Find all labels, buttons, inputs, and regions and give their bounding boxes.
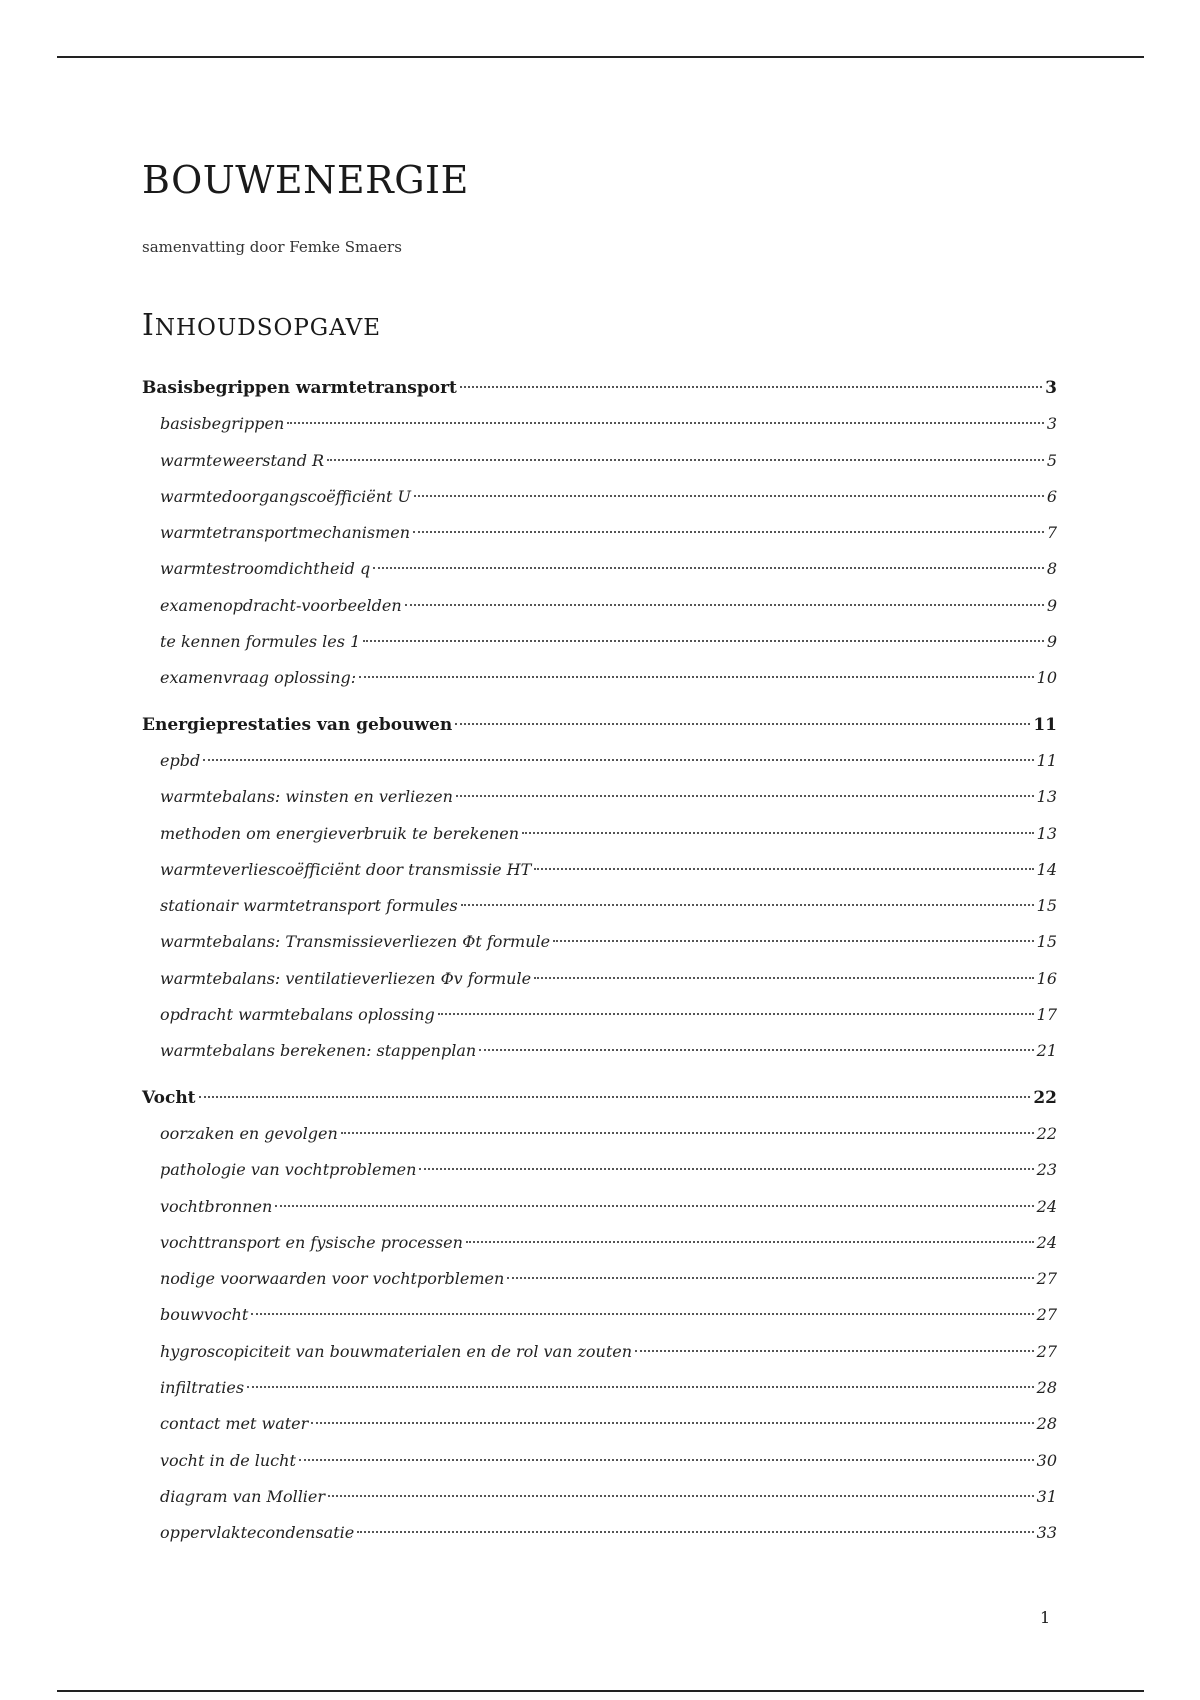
toc-subsection-entry-page: 24 bbox=[1036, 1232, 1057, 1252]
dot-leader bbox=[553, 940, 1034, 942]
toc-section bbox=[142, 370, 1057, 697]
toc-subsection-entry-title: epbd bbox=[160, 750, 201, 770]
dot-leader bbox=[275, 1205, 1033, 1207]
dot-leader bbox=[299, 1459, 1034, 1461]
toc-subsection-entry[interactable] bbox=[142, 1406, 1057, 1442]
toc-subsection-entry-title: warmtebalans: winsten en verliezen bbox=[160, 787, 453, 807]
toc-subsection-entry-title: contact met water bbox=[160, 1414, 309, 1434]
toc-subsection-entry-page: 13 bbox=[1036, 823, 1057, 843]
toc-section bbox=[142, 707, 1057, 1070]
toc-subsection-entry[interactable] bbox=[142, 1297, 1057, 1333]
toc-subsection-entry[interactable] bbox=[142, 515, 1057, 551]
toc-subsection-entry[interactable] bbox=[142, 1334, 1057, 1370]
dot-leader bbox=[373, 567, 1044, 569]
toc-subsection-entry[interactable] bbox=[142, 588, 1057, 624]
toc-subsection-entry[interactable] bbox=[142, 660, 1057, 696]
toc-chapter-entry-title: Vocht bbox=[142, 1087, 196, 1108]
toc-subsection-entry-title: vochtbronnen bbox=[160, 1196, 273, 1216]
toc-subsection-entry-title: vocht in de lucht bbox=[160, 1450, 296, 1470]
toc-subsection-entry[interactable] bbox=[142, 816, 1057, 852]
toc-subsection-entry[interactable] bbox=[142, 1189, 1057, 1225]
toc-chapter-entry[interactable] bbox=[142, 370, 1057, 406]
toc-chapter-entry-title: Basisbegrippen warmtetransport bbox=[142, 378, 457, 398]
toc-subsection-entry-title: basisbegrippen bbox=[160, 414, 285, 434]
document-subtitle: samenvatting door Femke Smaers bbox=[142, 238, 402, 256]
toc-subsection-entry-page: 23 bbox=[1036, 1160, 1057, 1180]
top-rule bbox=[57, 56, 1144, 58]
dot-leader bbox=[456, 795, 1034, 797]
dot-leader bbox=[461, 904, 1034, 906]
toc-subsection-entry[interactable] bbox=[142, 888, 1057, 924]
dot-leader bbox=[635, 1350, 1034, 1352]
toc-subsection-entry[interactable] bbox=[142, 443, 1057, 479]
toc-subsection-entry-title: warmtebalans berekenen: stappenplan bbox=[160, 1041, 477, 1061]
toc-subsection-entry[interactable] bbox=[142, 1370, 1057, 1406]
dot-leader bbox=[419, 1168, 1033, 1170]
toc-subsection-entry-page: 16 bbox=[1036, 968, 1057, 988]
dot-leader bbox=[466, 1241, 1034, 1243]
toc-subsection-entry-title: warmtebalans: Transmissieverliezen Φt formule bbox=[160, 932, 551, 952]
toc-chapter-entry-title: Energieprestaties van gebouwen bbox=[142, 714, 453, 735]
toc-subsection-entry-page: 9 bbox=[1046, 595, 1057, 615]
dot-leader bbox=[328, 1495, 1034, 1497]
toc-subsection-entry-page: 33 bbox=[1036, 1523, 1057, 1543]
toc-subsection-entry-title: te kennen formules les 1 bbox=[160, 632, 361, 652]
toc-subsection-entry-title: examenopdracht-voorbeelden bbox=[160, 595, 402, 615]
toc-subsection-entry-title: stationair warmtetransport formules bbox=[160, 896, 458, 916]
toc-subsection-entry-title: warmtebalans: ventilatieverliezen Φv formule bbox=[160, 968, 532, 988]
toc-subsection-entry-page: 3 bbox=[1046, 414, 1057, 434]
toc-subsection-entry[interactable] bbox=[142, 1152, 1057, 1188]
toc-subsection-entry-page: 28 bbox=[1036, 1414, 1057, 1434]
toc-subsection-entry-page: 24 bbox=[1036, 1196, 1057, 1216]
toc-subsection-entry-title: warmteverliescoëfficiënt door transmissie HT bbox=[160, 859, 532, 879]
toc-subsection-entry-page: 28 bbox=[1036, 1378, 1057, 1398]
dot-leader bbox=[251, 1313, 1033, 1315]
toc-subsection-entry-title: opdracht warmtebalans oplossing bbox=[160, 1005, 435, 1025]
toc-subsection-entry-page: 6 bbox=[1046, 486, 1057, 506]
dot-leader bbox=[357, 1531, 1033, 1533]
toc-subsection-entry[interactable] bbox=[142, 1443, 1057, 1479]
dot-leader bbox=[534, 977, 1034, 979]
toc-subsection-entry-title: nodige voorwaarden voor vochtporblemen bbox=[160, 1269, 505, 1289]
table-of-contents bbox=[142, 370, 1057, 1562]
toc-subsection-entry-title: bouwvocht bbox=[160, 1305, 249, 1325]
toc-subsection-entry[interactable] bbox=[142, 1479, 1057, 1515]
dot-leader bbox=[438, 1013, 1034, 1015]
dot-leader bbox=[479, 1049, 1033, 1051]
toc-heading-rest: NHOUDSOPGAVE bbox=[154, 315, 382, 341]
toc-chapter-entry-page: 22 bbox=[1033, 1087, 1057, 1108]
dot-leader bbox=[460, 386, 1042, 388]
document-title: BOUWENERGIE bbox=[142, 158, 469, 202]
toc-subsection-entry-page: 31 bbox=[1036, 1486, 1057, 1506]
toc-subsection-entry[interactable] bbox=[142, 961, 1057, 997]
toc-subsection-entry-page: 27 bbox=[1036, 1269, 1057, 1289]
dot-leader bbox=[522, 832, 1034, 834]
toc-subsection-entry-title: pathologie van vochtproblemen bbox=[160, 1160, 417, 1180]
dot-leader bbox=[311, 1422, 1033, 1424]
toc-section bbox=[142, 1080, 1057, 1552]
toc-subsection-entry-page: 8 bbox=[1046, 559, 1057, 579]
toc-subsection-entry[interactable] bbox=[142, 852, 1057, 888]
toc-chapter-entry[interactable] bbox=[142, 707, 1057, 743]
dot-leader bbox=[247, 1386, 1034, 1388]
dot-leader bbox=[455, 723, 1030, 725]
toc-chapter-entry-page: 3 bbox=[1045, 378, 1057, 398]
toc-chapter-entry[interactable] bbox=[142, 1080, 1057, 1116]
dot-leader bbox=[413, 531, 1044, 533]
toc-chapter-entry-page: 11 bbox=[1033, 714, 1057, 735]
toc-subsection-entry-page: 15 bbox=[1036, 932, 1057, 952]
toc-subsection-entry[interactable] bbox=[142, 479, 1057, 515]
toc-subsection-entry-title: warmtedoorgangscoëfficiënt U bbox=[160, 486, 412, 506]
toc-subsection-entry-page: 15 bbox=[1036, 896, 1057, 916]
toc-heading-initial: I bbox=[142, 308, 155, 343]
toc-subsection-entry-page: 5 bbox=[1046, 450, 1057, 470]
toc-subsection-entry-page: 7 bbox=[1046, 523, 1057, 543]
toc-subsection-entry-title: warmtetransportmechanismen bbox=[160, 523, 411, 543]
toc-subsection-entry[interactable] bbox=[142, 1116, 1057, 1152]
dot-leader bbox=[534, 868, 1033, 870]
toc-subsection-entry[interactable] bbox=[142, 924, 1057, 960]
toc-subsection-entry-page: 11 bbox=[1036, 750, 1057, 770]
toc-subsection-entry-title: warmtestroomdichtheid q bbox=[160, 559, 371, 579]
dot-leader bbox=[287, 422, 1044, 424]
toc-subsection-entry-title: oorzaken en gevolgen bbox=[160, 1123, 338, 1143]
toc-heading bbox=[142, 308, 381, 343]
toc-subsection-entry-title: oppervlaktecondensatie bbox=[160, 1523, 355, 1543]
toc-subsection-entry[interactable] bbox=[142, 624, 1057, 660]
dot-leader bbox=[199, 1096, 1031, 1098]
toc-subsection-entry-page: 27 bbox=[1036, 1305, 1057, 1325]
dot-leader bbox=[203, 759, 1033, 761]
toc-subsection-entry-page: 21 bbox=[1036, 1041, 1057, 1061]
toc-subsection-entry[interactable] bbox=[142, 1225, 1057, 1261]
toc-subsection-entry-title: methoden om energieverbruik te berekenen bbox=[160, 823, 520, 843]
toc-subsection-entry[interactable] bbox=[142, 406, 1057, 442]
dot-leader bbox=[405, 604, 1044, 606]
toc-subsection-entry[interactable] bbox=[142, 997, 1057, 1033]
dot-leader bbox=[363, 640, 1044, 642]
dot-leader bbox=[327, 459, 1044, 461]
toc-subsection-entry[interactable] bbox=[142, 1515, 1057, 1551]
toc-subsection-entry-page: 17 bbox=[1036, 1005, 1057, 1025]
toc-subsection-entry-page: 13 bbox=[1036, 787, 1057, 807]
toc-subsection-entry-title: warmteweerstand R bbox=[160, 450, 325, 470]
dot-leader bbox=[507, 1277, 1033, 1279]
toc-subsection-entry-page: 30 bbox=[1036, 1450, 1057, 1470]
dot-leader bbox=[341, 1132, 1034, 1134]
bottom-rule bbox=[57, 1690, 1144, 1692]
toc-subsection-entry[interactable] bbox=[142, 551, 1057, 587]
toc-subsection-entry-title: hygroscopiciteit van bouwmaterialen en de rol van zouten bbox=[160, 1341, 633, 1361]
toc-subsection-entry[interactable] bbox=[142, 1033, 1057, 1069]
toc-subsection-entry[interactable] bbox=[142, 1261, 1057, 1297]
toc-subsection-entry-title: diagram van Mollier bbox=[160, 1486, 326, 1506]
toc-subsection-entry[interactable] bbox=[142, 779, 1057, 815]
page-number: 1 bbox=[1040, 1608, 1051, 1627]
toc-subsection-entry-page: 27 bbox=[1036, 1341, 1057, 1361]
toc-subsection-entry-page: 9 bbox=[1046, 632, 1057, 652]
toc-subsection-entry-title: examenvraag oplossing: bbox=[160, 668, 357, 688]
dot-leader bbox=[414, 495, 1044, 497]
toc-subsection-entry-page: 10 bbox=[1036, 668, 1057, 688]
toc-subsection-entry[interactable] bbox=[142, 743, 1057, 779]
toc-subsection-entry-title: infiltraties bbox=[160, 1378, 245, 1398]
toc-subsection-entry-page: 22 bbox=[1036, 1123, 1057, 1143]
toc-subsection-entry-title: vochttransport en fysische processen bbox=[160, 1232, 463, 1252]
toc-subsection-entry-page: 14 bbox=[1036, 859, 1057, 879]
dot-leader bbox=[359, 676, 1033, 678]
